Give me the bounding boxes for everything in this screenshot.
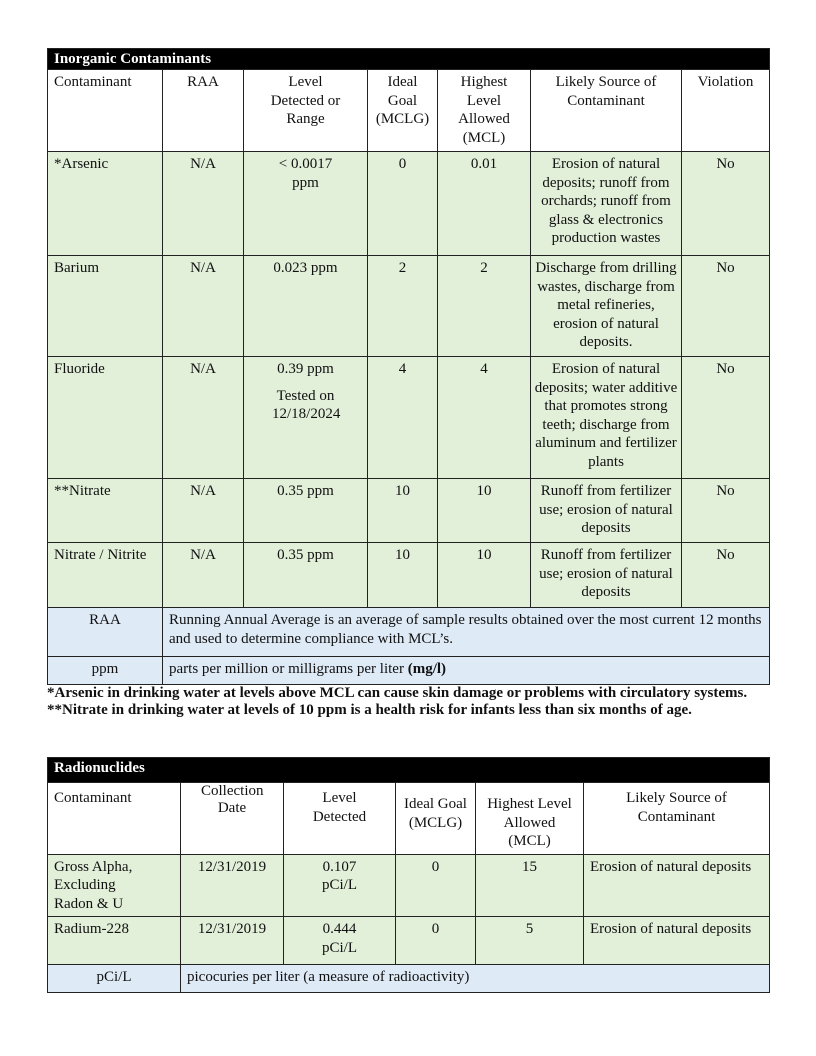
raa-value: N/A [163, 479, 244, 543]
table-row [48, 543, 770, 608]
raa-value: N/A [163, 256, 244, 357]
mclg-value: 0 [396, 854, 476, 917]
mclg-value: 10 [368, 479, 438, 543]
violation-value: No [682, 256, 770, 357]
table-row [48, 256, 770, 357]
column-header: Ideal Goal (MCLG) [368, 70, 438, 152]
mcl-value: 10 [438, 479, 531, 543]
violation-value: No [682, 152, 770, 256]
level-detected: 0.107 pCi/L [284, 854, 396, 917]
definition-text [163, 657, 770, 685]
definition-term: pCi/L [48, 965, 181, 993]
column-header: Likely Source of Contaminant [531, 70, 682, 152]
definition-text-main: parts per million or milligrams per liter [169, 661, 408, 677]
table-row [48, 917, 770, 965]
definition-term: RAA [48, 608, 163, 657]
level-detected [244, 357, 368, 479]
level-value: 0.35 ppm [277, 547, 334, 563]
column-header: Highest Level Allowed (MCL) [476, 783, 584, 855]
level-value: < 0.0017 ppm [278, 156, 333, 191]
footnote-arsenic: *Arsenic in drinking water at levels above MCL can cause skin damage or problems with circulatory systems. [47, 685, 748, 701]
contaminant-name: **Nitrate [48, 479, 163, 543]
likely-source: Erosion of natural deposits [584, 917, 770, 965]
table-row [48, 479, 770, 543]
contaminant-name: Gross Alpha, Excluding Radon & U [48, 854, 181, 917]
level-note: Tested on 12/18/2024 [272, 387, 341, 422]
column-header: Contaminant [48, 783, 181, 855]
footnote-nitrate: **Nitrate in drinking water at levels of 10 ppm is a health risk for infants less than six months of age. [47, 702, 692, 718]
contaminant-name: *Arsenic [48, 152, 163, 256]
level-value: 0.35 ppm [277, 483, 334, 499]
violation-value: No [682, 479, 770, 543]
level-detected [244, 256, 368, 357]
raa-value: N/A [163, 152, 244, 256]
definition-text: picocuries per liter (a measure of radioactivity) [181, 965, 770, 993]
definition-term: ppm [48, 657, 163, 685]
level-detected [244, 152, 368, 256]
definition-text: Running Annual Average is an average of sample results obtained over the most current 12 months and used to determine compliance with MCL’s. [163, 608, 770, 657]
likely-source: Erosion of natural deposits; water additive that promotes strong teeth; discharge from aluminum and fertilizer plants [531, 357, 682, 479]
violation-value: No [682, 357, 770, 479]
level-detected [244, 543, 368, 608]
column-header: Ideal Goal (MCLG) [396, 783, 476, 855]
mcl-value: 10 [438, 543, 531, 608]
column-header: Contaminant [48, 70, 163, 152]
level-value: 0.023 ppm [273, 260, 338, 276]
mcl-value: 15 [476, 854, 584, 917]
column-header: Collection Date [181, 783, 284, 855]
table-title: Inorganic Contaminants [48, 49, 770, 70]
raa-value: N/A [163, 543, 244, 608]
column-header: RAA [163, 70, 244, 152]
contaminant-name: Fluoride [48, 357, 163, 479]
likely-source: Runoff from fertilizer use; erosion of natural deposits [531, 543, 682, 608]
table-row [48, 357, 770, 479]
contaminant-name: Radium-228 [48, 917, 181, 965]
level-detected: 0.444 pCi/L [284, 917, 396, 965]
level-detected [244, 479, 368, 543]
column-header: Level Detected [284, 783, 396, 855]
likely-source: Erosion of natural deposits [584, 854, 770, 917]
mclg-value: 10 [368, 543, 438, 608]
column-header: Violation [682, 70, 770, 152]
table-title: Radionuclides [48, 758, 770, 783]
likely-source: Erosion of natural deposits; runoff from orchards; runoff from glass & electronics production wastes [531, 152, 682, 256]
collection-date: 12/31/2019 [181, 854, 284, 917]
column-header: Highest Level Allowed (MCL) [438, 70, 531, 152]
mcl-value: 0.01 [438, 152, 531, 256]
mclg-value: 0 [396, 917, 476, 965]
contaminant-name: Nitrate / Nitrite [48, 543, 163, 608]
mcl-value: 5 [476, 917, 584, 965]
mclg-value: 4 [368, 357, 438, 479]
definition-text-bold: (mg/l) [407, 661, 447, 677]
table-row [48, 854, 770, 917]
mclg-value: 2 [368, 256, 438, 357]
collection-date: 12/31/2019 [181, 917, 284, 965]
violation-value: No [682, 543, 770, 608]
mcl-value: 4 [438, 357, 531, 479]
column-header: Likely Source of Contaminant [584, 783, 770, 855]
column-header: Level Detected or Range [244, 70, 368, 152]
likely-source: Discharge from drilling wastes, discharge from metal refineries, erosion of natural deposits. [531, 256, 682, 357]
inorganic-contaminants-table [47, 48, 770, 685]
contaminant-name: Barium [48, 256, 163, 357]
mclg-value: 0 [368, 152, 438, 256]
raa-value: N/A [163, 357, 244, 479]
table-row [48, 152, 770, 256]
likely-source: Runoff from fertilizer use; erosion of natural deposits [531, 479, 682, 543]
mcl-value: 2 [438, 256, 531, 357]
footnotes [47, 685, 769, 719]
radionuclides-table [47, 757, 770, 993]
level-value: 0.39 ppm [277, 361, 334, 377]
